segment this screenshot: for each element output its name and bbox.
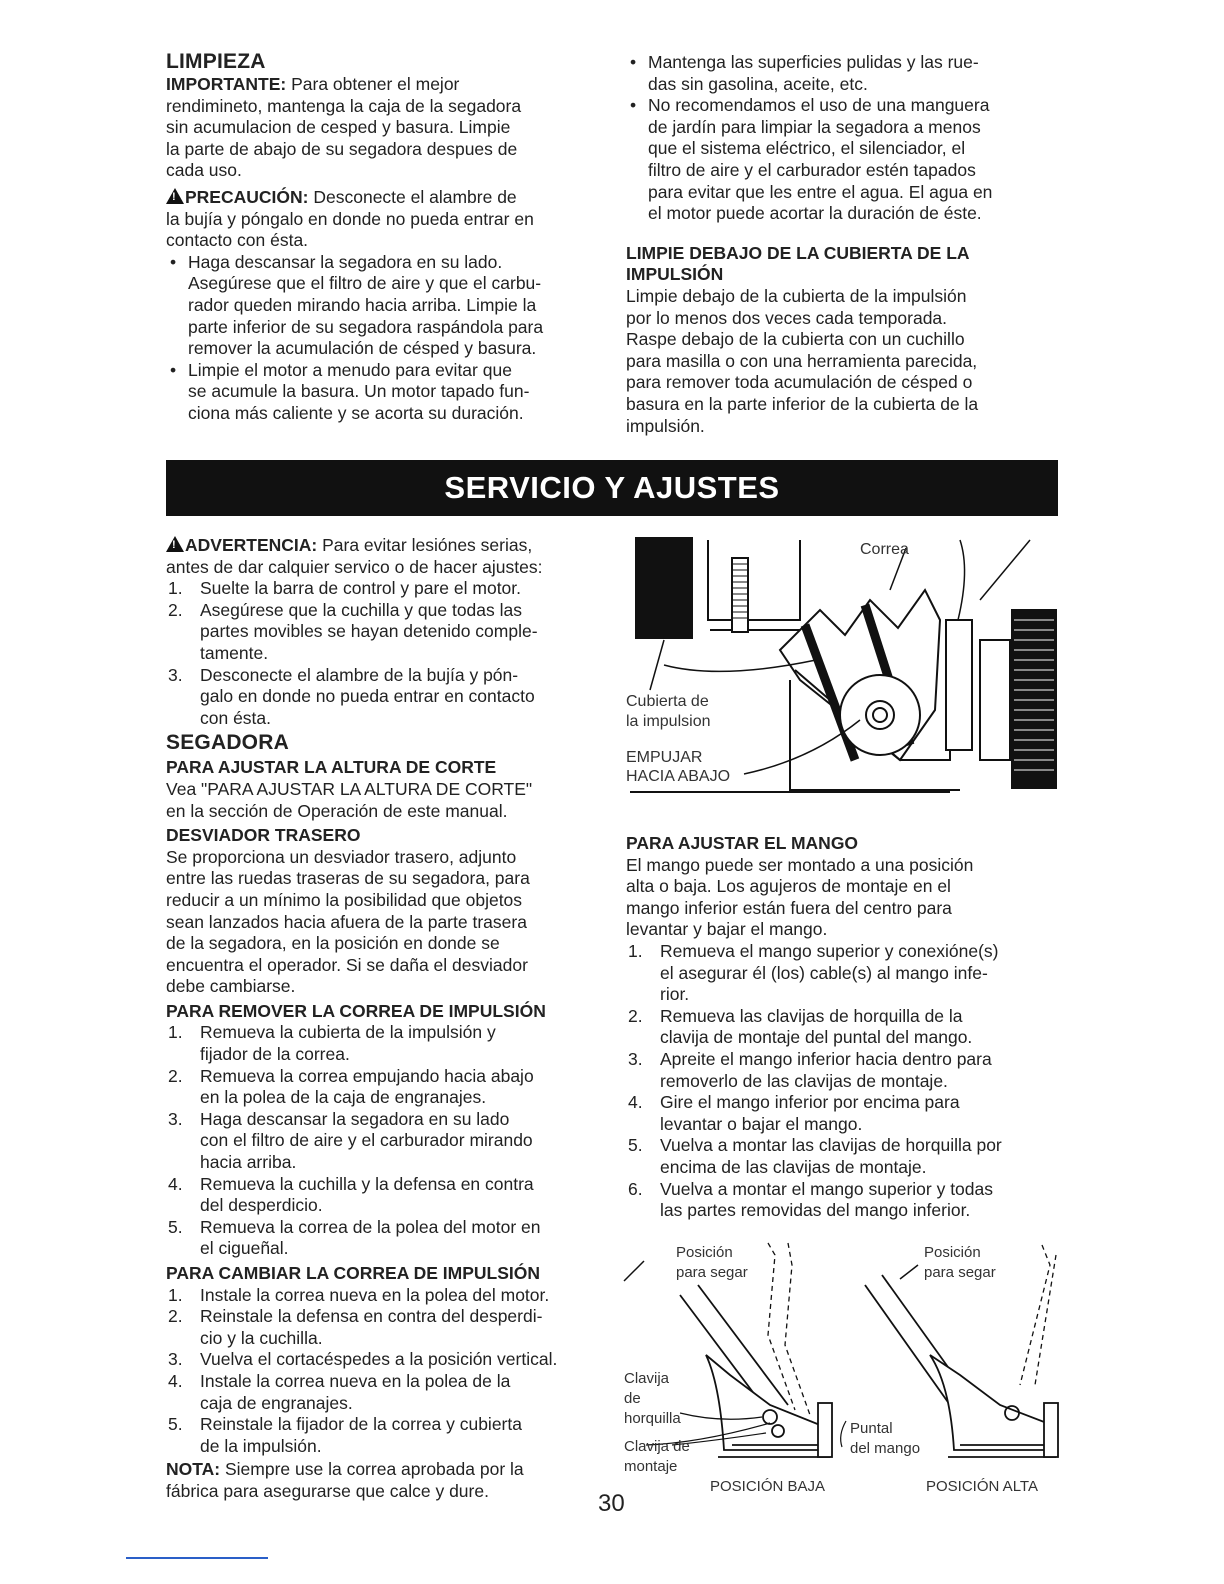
step-number: 3. (168, 664, 183, 685)
bullet-line: Asegúrese que el filtro de aire y que el carbu- (188, 273, 542, 294)
para-line: sean lanzados hacia afuera de la parte trasera (166, 911, 527, 932)
para-line: Raspe debajo de la cubierta con un cuchillo (626, 329, 965, 350)
nota-line: Siempre use la correa aprobada por la (224, 1459, 524, 1480)
advertencia-line: antes de dar calquier servico o de hacer ajustes: (166, 556, 543, 577)
step-line: en la polea de la caja de engranajes. (200, 1087, 487, 1108)
mango-paragraph (626, 855, 1066, 941)
step-number: 4. (168, 1173, 183, 1194)
step-line: Remueva la correa empujando hacia abajo (200, 1065, 534, 1086)
section-banner: SERVICIO Y AJUSTES (166, 460, 1058, 516)
list-item (166, 1285, 606, 1307)
segadora-heading: SEGADORA (166, 731, 289, 755)
list-item (626, 1049, 1066, 1092)
puntal-label: Puntal (850, 1420, 893, 1437)
nota-paragraph (166, 1459, 606, 1502)
list-item (166, 1022, 606, 1065)
step-number: 4. (628, 1092, 643, 1113)
para-line: basura en la parte inferior de la cubierta de la (626, 393, 979, 414)
para-line: para masilla o con una herramienta parecida, (626, 350, 978, 371)
limpie-cubierta-heading (626, 243, 1066, 286)
step-line: rior. (660, 984, 690, 1005)
right-top-section (626, 52, 1066, 437)
para-line: impulsión. (626, 415, 705, 436)
step-line: Remueva la cubierta de la impulsión y (200, 1022, 496, 1043)
limpieza-heading: LIMPIEZA (166, 50, 266, 73)
bullet-line: ciona más caliente y se acorta su duración. (188, 402, 524, 423)
step-line: galo en donde no pueda entrar en contacto (200, 686, 535, 707)
mango-heading: PARA AJUSTAR EL MANGO (626, 833, 859, 853)
para-line: El mango puede ser montado a una posición (626, 854, 974, 875)
bullet-line: de jardín para limpiar la segadora a menos (648, 116, 981, 137)
list-item (626, 941, 1066, 1006)
precaucion-label: PRECAUCIÓN: (185, 186, 309, 207)
nota-line: fábrica para asegurarse que calce y dure. (166, 1480, 489, 1501)
step-number: 2. (168, 599, 183, 620)
cubierta-label: la impulsion (626, 713, 711, 730)
list-item (166, 665, 606, 730)
precaucion-paragraph (166, 187, 606, 252)
posicion-label: para segar (924, 1264, 996, 1281)
list-item (166, 1349, 606, 1371)
step-line: las partes removidas del mango inferior. (660, 1200, 971, 1221)
para-line: Se proporciona un desviador trasero, adjunto (166, 846, 517, 867)
list-item (166, 1414, 606, 1457)
step-line: partes movibles se hayan detenido comple- (200, 621, 538, 642)
remover-correa-heading: PARA REMOVER LA CORREA DE IMPULSIÓN (166, 1000, 546, 1021)
step-line: caja de engranajes. (200, 1392, 353, 1413)
posicion-label: Posición (924, 1244, 981, 1261)
step-line: Suelte la barra de control y pare el motor. (200, 578, 522, 599)
bullet-line: filtro de aire y el carburador estén tapados (648, 159, 976, 180)
remover-steps (166, 1022, 606, 1260)
cambiar-correa-heading: PARA CAMBIAR LA CORREA DE IMPULSIÓN (166, 1263, 540, 1283)
step-line: clavija de montaje del puntal del mango. (660, 1027, 973, 1048)
list-item (626, 1179, 1066, 1222)
importante-line: la parte de abajo de su segadora despues de (166, 138, 518, 159)
advertencia-steps (166, 578, 606, 729)
limpieza-bullets (166, 252, 606, 425)
step-line: fijador de la correa. (200, 1044, 350, 1065)
heading-line: LIMPIE DEBAJO DE LA CUBIERTA DE LA (626, 242, 970, 263)
step-number: 1. (168, 578, 183, 599)
altura-heading: PARA AJUSTAR LA ALTURA DE CORTE (166, 757, 497, 778)
list-item (166, 252, 606, 360)
empujar-label: HACIA ABAJO (626, 768, 731, 785)
step-line: Remueva la correa de la polea del motor en (200, 1216, 541, 1237)
bullet-line: Mantenga las superficies pulidas y las rue- (648, 52, 979, 72)
para-line: de la segadora, en la posición en donde se (166, 933, 500, 954)
importante-line: cada uso. (166, 160, 242, 181)
para-line: por lo menos dos veces cada temporada. (626, 307, 948, 328)
bullet-line: el motor puede acortar la duración de éste. (648, 203, 982, 224)
altura-paragraph (166, 779, 606, 822)
para-line: levantar y bajar el mango. (626, 919, 828, 940)
step-number: 6. (628, 1178, 643, 1199)
clavija-label: horquilla (624, 1410, 681, 1427)
step-line: Remueva el mango superior y conexióne(s) (660, 940, 999, 961)
step-number: 2. (628, 1005, 643, 1026)
correa-label: Correa (860, 541, 909, 558)
para-line: para remover toda acumulación de césped o (626, 372, 973, 393)
list-item (166, 1109, 606, 1174)
empujar-label: EMPUJAR (626, 749, 703, 766)
step-number: 5. (168, 1216, 183, 1237)
step-number: 5. (628, 1135, 643, 1156)
cambiar-steps (166, 1285, 606, 1458)
advertencia-line: Para evitar lesiónes serias, (322, 535, 533, 555)
step-line: Reinstale la defensa en contra del desperdi- (200, 1306, 543, 1327)
clavija-label: de (624, 1390, 641, 1407)
belt-diagram (620, 530, 1060, 805)
para-line: en la sección de Operación de este manual. (166, 800, 508, 821)
step-line: cio y la cuchilla. (200, 1327, 323, 1348)
warning-icon (166, 536, 184, 552)
para-line: debe cambiarse. (166, 976, 296, 997)
desviador-heading: DESVIADOR TRASERO (166, 825, 361, 846)
list-item (166, 600, 606, 665)
list-item (166, 1217, 606, 1260)
step-line: de la impulsión. (200, 1435, 322, 1456)
mango-section (626, 833, 1066, 1222)
list-item (166, 1174, 606, 1217)
posicion-label: para segar (676, 1264, 748, 1281)
step-line: encima de las clavijas de montaje. (660, 1156, 927, 1177)
para-line: mango inferior están fuera del centro para (626, 897, 952, 918)
handle-diagram (620, 1235, 1064, 1500)
advertencia-label: ADVERTENCIA: (185, 535, 318, 555)
list-item (166, 360, 606, 425)
step-line: Asegúrese que la cuchilla y que todas las (200, 599, 523, 620)
bullet-line: parte inferior de su segadora raspándola para (188, 316, 544, 337)
para-line: entre las ruedas traseras de su segadora, para (166, 868, 530, 889)
posicion-alta-caption: POSICIÓN ALTA (926, 1478, 1038, 1495)
list-item (626, 1135, 1066, 1178)
footer-divider (126, 1557, 268, 1559)
step-number: 1. (628, 940, 643, 961)
step-line: Remueva las clavijas de horquilla de la (660, 1005, 963, 1026)
importante-label: IMPORTANTE: (166, 74, 287, 94)
advertencia-paragraph (166, 535, 606, 578)
importante-paragraph (166, 74, 606, 182)
list-item (166, 1066, 606, 1109)
desviador-paragraph (166, 847, 606, 998)
bullet-line: para evitar que les entre el agua. El agua en (648, 181, 993, 202)
step-line: el asegurar él (los) cable(s) al mango infe- (660, 962, 988, 983)
list-item (626, 95, 1066, 225)
precaucion-line: Desconecte el alambre de (313, 186, 517, 207)
posicion-baja-caption: POSICIÓN BAJA (710, 1478, 826, 1495)
step-number: 4. (168, 1370, 183, 1391)
list-item (166, 1306, 606, 1349)
bullet-line: No recomendamos el uso de una manguera (648, 95, 990, 116)
step-line: tamente. (200, 642, 269, 663)
step-line: Gire el mango inferior por encima para (660, 1092, 960, 1113)
nota-label: NOTA: (166, 1459, 221, 1480)
clavija-label: Clavija (624, 1370, 670, 1387)
montaje-label: montaje (624, 1458, 678, 1475)
page-number: 30 (598, 1490, 625, 1517)
importante-line: Para obtener el mejor (291, 74, 460, 94)
step-line: Reinstale la fijador de la correa y cubierta (200, 1414, 522, 1435)
step-number: 2. (168, 1065, 183, 1086)
bullet-line: Limpie el motor a menudo para evitar que (188, 359, 512, 380)
step-line: Remueva la cuchilla y la defensa en contra (200, 1173, 534, 1194)
bullet-line: Haga descansar la segadora en su lado. (188, 251, 503, 272)
step-number: 5. (168, 1414, 183, 1435)
step-number: 3. (168, 1349, 183, 1370)
step-number: 3. (628, 1048, 643, 1069)
step-line: Instale la correa nueva en la polea del motor. (200, 1284, 550, 1305)
precaucion-line: contacto con ésta. (166, 230, 309, 251)
cubierta-label: Cubierta de (626, 693, 709, 710)
step-line: hacia arriba. (200, 1152, 297, 1173)
step-line: con ésta. (200, 707, 272, 728)
bullet-line: das sin gasolina, aceite, etc. (648, 73, 868, 94)
mango-steps (626, 941, 1066, 1222)
bullet-line: rador queden mirando hacia arriba. Limpie la (188, 294, 537, 315)
step-number: 3. (168, 1108, 183, 1129)
step-line: removerlo de las clavijas de montaje. (660, 1070, 948, 1091)
step-line: Vuelva el cortacéspedes a la posición vertical. (200, 1349, 558, 1370)
limpieza-section (166, 50, 606, 425)
limpie-cubierta-paragraph (626, 286, 1066, 437)
bullet-line: que el sistema eléctrico, el silenciador, el (648, 138, 966, 159)
step-number: 1. (168, 1284, 183, 1305)
para-line: Vea "PARA AJUSTAR LA ALTURA DE CORTE" (166, 778, 533, 799)
bullet-line: remover la acumulación de césped y basura. (188, 338, 537, 359)
para-line: reducir a un mínimo la posibilidad que objetos (166, 889, 523, 910)
right-top-bullets (626, 52, 1066, 225)
importante-line: rendimineto, mantenga la caja de la segadora (166, 95, 522, 116)
step-line: Vuelva a montar el mango superior y todas (660, 1178, 994, 1199)
posicion-label: Posición (676, 1244, 733, 1261)
list-item (626, 1092, 1066, 1135)
importante-line: sin acumulacion de cesped y basura. Limpie (166, 117, 511, 138)
list-item (166, 578, 606, 600)
list-item (166, 1371, 606, 1414)
step-line: Haga descansar la segadora en su lado (200, 1108, 510, 1129)
step-line: Vuelva a montar las clavijas de horquilla por (660, 1135, 1002, 1156)
step-line: Instale la correa nueva en la polea de la (200, 1370, 511, 1391)
bullet-line: se acumule la basura. Un motor tapado fun- (188, 381, 530, 402)
warning-icon (166, 188, 184, 204)
step-line: del desperdicio. (200, 1195, 323, 1216)
montaje-label: Clavija de (624, 1438, 690, 1455)
step-line: con el filtro de aire y el carburador mirando (200, 1130, 533, 1151)
para-line: encuentra el operador. Si se daña el desviador (166, 954, 528, 975)
step-number: 2. (168, 1306, 183, 1327)
list-item (626, 1006, 1066, 1049)
list-item (626, 52, 1066, 95)
para-line: Limpie debajo de la cubierta de la impulsión (626, 285, 967, 306)
step-line: levantar o bajar el mango. (660, 1113, 863, 1134)
para-line: alta o baja. Los agujeros de montaje en el (626, 876, 951, 897)
step-number: 1. (168, 1022, 183, 1043)
precaucion-line: la bujía y póngalo en donde no pueda entrar en (166, 208, 534, 229)
step-line: Apreite el mango inferior hacia dentro para (660, 1048, 992, 1069)
heading-line: IMPULSIÓN (626, 264, 724, 285)
servicio-left-column (166, 535, 606, 1503)
puntal-label: del mango (850, 1440, 921, 1457)
step-line: Desconecte el alambre de la bujía y pón- (200, 664, 519, 685)
step-line: el cigueñal. (200, 1238, 289, 1259)
